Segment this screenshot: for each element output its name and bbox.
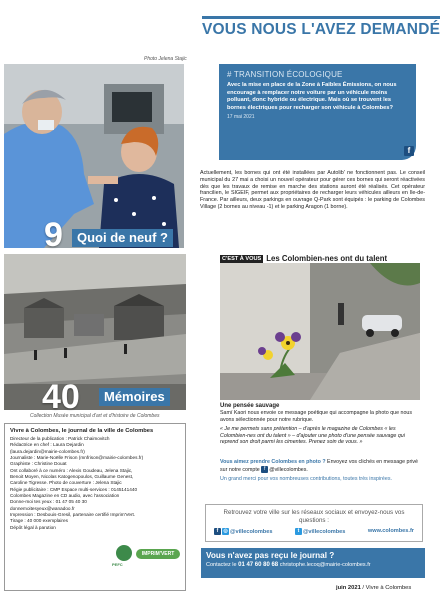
social-twitter[interactable] [295,528,345,535]
journal-band [201,548,425,578]
twitter-icon: t [295,528,302,535]
caption-quote: « Je me permets sans prétention – d'après le magazine de Colombes « les Colombien-nes ont du talent » – d'ajouter une photo d'une pensée sauvage qui reprend son droit parmi les cimentes. Prenez soin de vous. » [220,426,405,446]
website-link[interactable]: www.colombes.fr [367,528,414,534]
section-title: Les Colombien-nes ont du talent [266,254,388,264]
photo1-credit: Photo Jelena Stajic [144,56,187,62]
instagram-icon: ◎ [223,528,228,534]
send-photo-handle[interactable]: @villecolombes. [269,466,308,473]
contact-email[interactable]: christophe.lecoq@mairie-colombes.fr [279,562,371,568]
credits-box [4,423,186,591]
vaccination-photo [4,64,184,248]
credits-line: (laura.dejardin@mairie-colombes.fr) [10,448,85,454]
question-date: 17 mai 2021 [227,114,255,121]
credits-line: Impression : Desbouis-Gresil, partenaire certifié Imprim'Vert. [10,512,136,518]
question-box [219,64,416,160]
credits-line: Journaliste : Marie-Noëlle Frison (mnfrison@mairie-colombes.fr) [10,455,144,461]
pefc-logo-text: PEFC [112,562,123,567]
social-text: Retrouvez votre ville sur les réseaux sociaux et envoyez-nous vos questions : [223,509,405,524]
credits-line: donnemoitesyeux@wanadoo.fr [10,505,75,511]
credits-title: Vivre à Colombes, le journal de la ville de Colombes [10,428,154,434]
credits-line: Ont collaboré à ce numéro : Alexis Goudeau, Jelena Stajic, [10,467,133,473]
caption-text: Samï Kaori nous envoie ce message poétique qui accompagne la photo que nous avons sélectionnée pour notre rubrique. [220,410,412,423]
flower-photo [220,263,420,400]
social-box [205,504,423,542]
thanks-text: Un grand merci pour vos nombreuses contributions, toutes très inspirées. [220,476,392,482]
send-photo-text [220,459,420,473]
page-title: VOUS NOUS L'AVEZ DEMANDÉ [202,16,440,42]
question-text: Avec la mise en place de la Zone à Faibles Émissions, on nous encourage à remplacer notre voiture par un véhicule moins polluant, donc hybride ou électrique. Mais où se trouvent les bornes électriques pour recharger son véhicule à Colombes? [227,82,397,111]
facebook-icon[interactable]: f [404,146,414,156]
credits-line: Caroline Tigresse. Photo de couverture : Jelena Stajic [10,480,122,486]
journal-contact [206,562,420,568]
pefc-logo-icon [116,545,132,561]
credits-line: Directeur de la publication : Patrick Chaimovitch [10,436,110,441]
credits-line: Régie publicitaire : CMP Espace multi-services : 0145141440 [10,486,138,492]
memoires-photo [4,254,186,410]
twitter-handle: @villecolombes [302,528,346,535]
facebook-icon: f [214,528,221,535]
credits-line: Rédactrice en chef : Laura Dejardin [10,442,84,448]
quoi-de-neuf-badge[interactable]: Quoi de neuf ? [72,229,173,247]
section-tag: C'EST À VOUS [222,255,262,262]
caption-title: Une pensée sauvage [220,403,280,409]
credits-line: Colombes Magazine en CD audio, avec l'association [10,493,120,499]
contact-phone[interactable]: 01 47 60 80 68 [238,562,279,568]
memoires-number: 40 [42,378,80,416]
credits-line: Tirage : 40 000 exemplaires [10,518,68,524]
contact-prefix: Contactez le [206,562,239,568]
send-photo-bold: Vous aimez prendre Colombes en photo ? [220,459,326,465]
social-facebook[interactable] [214,528,272,535]
send-photo-rest: Envoyez vos clichés en message privé sur notre compte [220,459,419,473]
imprim-vert-logo: IMPRIM'VERT [136,549,180,559]
page-footer [336,585,411,591]
journal-title: Vous n'avez pas reçu le journal ? [206,551,335,560]
credits-line: Dépôt légal à parution [10,524,56,530]
credits-line: Donne-moi tes yeux : 01 47 05 40 30 [10,499,87,505]
section-heading [220,250,425,262]
facebook-handle: @villecolombes [230,528,273,535]
credits-line: Benoit Moyen, Nicolas Katogenopoulos, Guillaume Genest, [10,474,134,480]
quoi-number: 9 [44,216,63,254]
footer-rest: / Vivre à Colombes [360,585,412,591]
credits-line: Graphiste : Christine Douat [10,461,67,467]
memoires-badge[interactable]: Mémoires [99,388,170,406]
photo2-credit: Collection Musée municipal d'art et d'histoire de Colombes [30,413,160,419]
answer-text: Actuellement, les bornes qui ont été installées par Autolib' ne fonctionnent pas. Le conseil municipal du 27 mai a choisi un nouvel opérateur pour gérer ces bornes qui seront réactivées dès que les travaux de remise en marche des stations auront été réalisés. Cet opérateur francilien, le SIGEIF, permet aux propriétaires de recharger leurs véhicules ailleurs en Ile-de-France. Par ailleurs, deux parkings en ouvrage Q-Park sont équipés : le parking de Colombes Village (2 bornes au niveau -1) et le parking Aragon (1 borne). [200,170,425,210]
question-tag: # TRANSITION ÉCOLOGIQUE [227,70,343,79]
footer-date: juin 2021 [336,585,361,591]
social-row [214,528,414,535]
facebook-icon: f [261,466,268,473]
